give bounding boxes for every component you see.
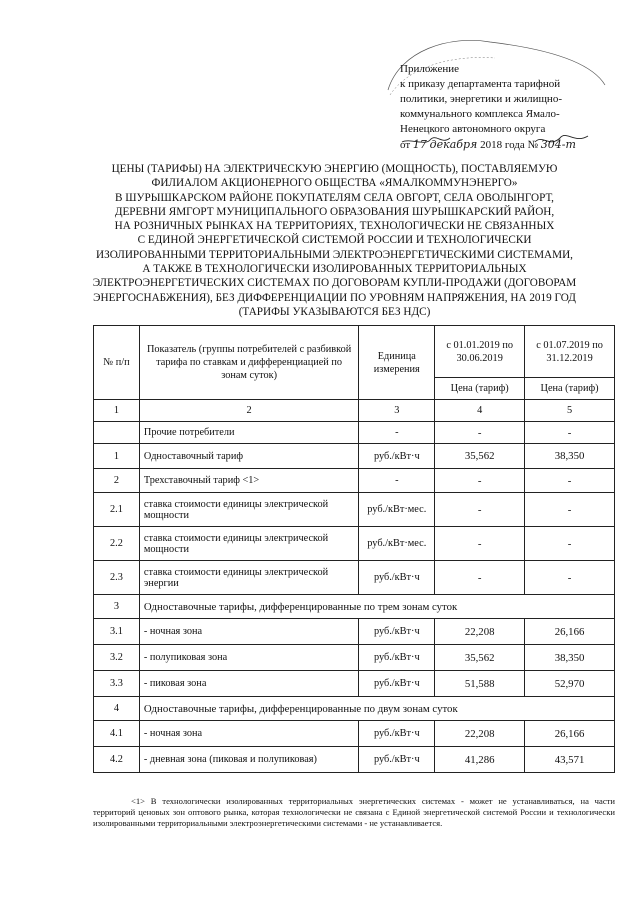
- row-price-h2: 26,166: [525, 721, 615, 747]
- row-number: 2.3: [94, 561, 140, 595]
- column-number: 4: [435, 400, 525, 422]
- row-indicator: ставка стоимости единицы электрической мощности: [139, 493, 358, 527]
- row-number: 3.3: [94, 671, 140, 697]
- header-num: № п/п: [94, 326, 140, 400]
- header-price-2: Цена (тариф): [525, 378, 615, 400]
- header-price-1: Цена (тариф): [435, 378, 525, 400]
- table-row: [94, 561, 615, 595]
- appendix-line: Приложение: [400, 63, 460, 75]
- row-price-h2: -: [525, 527, 615, 561]
- title-line: ЭЛЕКТРОЭНЕРГЕТИЧЕСКИХ СИСТЕМАХ ПО ДОГОВОРАМ КУПЛИ-ПРОДАЖИ (ДОГОВОРАМ: [92, 277, 577, 290]
- row-number: 4.2: [94, 747, 140, 773]
- row-indicator: ставка стоимости единицы электрической энергии: [139, 561, 358, 595]
- row-number: 4: [94, 697, 140, 721]
- row-number: [94, 422, 140, 444]
- row-number: 2.2: [94, 527, 140, 561]
- row-price-h1: 35,562: [435, 645, 525, 671]
- row-price-h1: 22,208: [435, 721, 525, 747]
- row-unit: руб./кВт·ч: [359, 561, 435, 595]
- row-number: 2: [94, 469, 140, 493]
- column-number: 3: [359, 400, 435, 422]
- row-price-h2: 38,350: [525, 645, 615, 671]
- row-indicator: - дневная зона (пиковая и полупиковая): [139, 747, 358, 773]
- row-unit: руб./кВт·ч: [359, 721, 435, 747]
- row-indicator: - ночная зона: [139, 619, 358, 645]
- title-line: А ТАКЖЕ В ТЕХНОЛОГИЧЕСКИ ИЗОЛИРОВАННЫХ ТЕРРИТОРИАЛЬНЫХ: [142, 263, 527, 276]
- row-indicator: - полупиковая зона: [139, 645, 358, 671]
- column-number: 2: [139, 400, 358, 422]
- table-row: [94, 444, 615, 469]
- row-price-h1: -: [435, 561, 525, 595]
- row-unit: руб./кВт·ч: [359, 747, 435, 773]
- title-line: С ЕДИНОЙ ЭНЕРГЕТИЧЕСКОЙ СИСТЕМОЙ РОССИИ И ТЕХНОЛОГИЧЕСКИ: [137, 234, 532, 247]
- row-unit: руб./кВт·ч: [359, 444, 435, 469]
- table-row: [94, 527, 615, 561]
- appendix-block: [400, 62, 615, 153]
- header-period-2: с 01.07.2019 по 31.12.2019: [525, 326, 615, 378]
- appendix-line: политики, энергетики и жилищно-: [400, 93, 562, 105]
- row-price-h1: -: [435, 469, 525, 493]
- table-row: [94, 721, 615, 747]
- title-line: ЭНЕРГОСНАБЖЕНИЯ), БЕЗ ДИФФЕРЕНЦИАЦИИ ПО УРОВНЯМ НАПРЯЖЕНИЯ, НА 2019 ГОД: [93, 291, 576, 304]
- handwritten-day: 17: [412, 138, 427, 151]
- date-year: 2018 года №: [480, 139, 538, 151]
- row-price-h2: 38,350: [525, 444, 615, 469]
- row-number: 1: [94, 444, 140, 469]
- row-price-h1: -: [435, 493, 525, 527]
- table-row: [94, 645, 615, 671]
- footnote-text: <1> В технологически изолированных территориальных энергетических системах - может не устанавливаться, на части территорий ценовых зон оптового рынка, которая технологически не связана с Единой энергетической системой России и технологически изолированными территориальными электроэнергетическими системами - не устанавливается.: [93, 796, 615, 828]
- header-period-1: с 01.01.2019 по 30.06.2019: [435, 326, 525, 378]
- table-row: [94, 747, 615, 773]
- appendix-date-line: [400, 137, 615, 153]
- table-row: [94, 671, 615, 697]
- row-number: 3: [94, 595, 140, 619]
- row-unit: руб./кВт·ч: [359, 619, 435, 645]
- row-indicator: Одноставочный тариф: [139, 444, 358, 469]
- title-line: В ШУРЫШКАРСКОМ РАЙОНЕ ПОКУПАТЕЛЯМ СЕЛА ОВГОРТ, СЕЛА ОВОЛЫНГОРТ,: [115, 191, 554, 204]
- row-price-h1: -: [435, 527, 525, 561]
- row-price-h2: 52,970: [525, 671, 615, 697]
- row-number: 3.2: [94, 645, 140, 671]
- row-price-h2: -: [525, 469, 615, 493]
- row-price-h2: -: [525, 422, 615, 444]
- appendix-line: к приказу департамента тарифной: [400, 78, 561, 90]
- appendix-line: коммунального комплекса Ямало-: [400, 108, 560, 120]
- row-indicator: - ночная зона: [139, 721, 358, 747]
- row-unit: руб./кВт·мес.: [359, 493, 435, 527]
- row-unit: -: [359, 469, 435, 493]
- row-price-h2: 26,166: [525, 619, 615, 645]
- row-price-h1: 22,208: [435, 619, 525, 645]
- row-indicator: Трехставочный тариф <1>: [139, 469, 358, 493]
- table-row: [94, 697, 615, 721]
- row-number: 3.1: [94, 619, 140, 645]
- handwritten-month: декабря: [429, 138, 478, 151]
- row-section-title: Одноставочные тарифы, дифференцированные по трем зонам суток: [139, 595, 614, 619]
- row-price-h2: 43,571: [525, 747, 615, 773]
- header-indicator: Показатель (группы потребителей с разбивкой тарифа по ставкам и дифференциацией по зонам суток): [139, 326, 358, 400]
- table-row: [94, 493, 615, 527]
- row-indicator: ставка стоимости единицы электрической мощности: [139, 527, 358, 561]
- row-section-title: Одноставочные тарифы, дифференцированные по двум зонам суток: [139, 697, 614, 721]
- column-number: 1: [94, 400, 140, 422]
- row-price-h1: 51,588: [435, 671, 525, 697]
- table-row: [94, 469, 615, 493]
- row-price-h2: -: [525, 561, 615, 595]
- row-number: 2.1: [94, 493, 140, 527]
- table-row: [94, 422, 615, 444]
- row-price-h1: 35,562: [435, 444, 525, 469]
- table-row: [94, 595, 615, 619]
- row-unit: руб./кВт·ч: [359, 671, 435, 697]
- row-unit: руб./кВт·мес.: [359, 527, 435, 561]
- row-price-h1: -: [435, 422, 525, 444]
- header-unit: Единица измерения: [359, 326, 435, 400]
- title-line: ДЕРЕВНИ ЯМГОРТ МУНИЦИПАЛЬНОГО ОБРАЗОВАНИЯ ШУРЫШКАРСКИЙ РАЙОН,: [114, 205, 555, 218]
- row-price-h2: -: [525, 493, 615, 527]
- document-title: [62, 162, 607, 319]
- row-number: 4.1: [94, 721, 140, 747]
- appendix-line: Ненецкого автономного округа: [400, 123, 546, 135]
- date-prefix: от: [400, 139, 411, 151]
- row-price-h1: 41,286: [435, 747, 525, 773]
- title-line: ЦЕНЫ (ТАРИФЫ) НА ЭЛЕКТРИЧЕСКУЮ ЭНЕРГИЮ (МОЩНОСТЬ), ПОСТАВЛЯЕМУЮ: [111, 163, 558, 175]
- table-row: [94, 619, 615, 645]
- row-unit: руб./кВт·ч: [359, 645, 435, 671]
- title-line: НА РОЗНИЧНЫХ РЫНКАХ НА ТЕРРИТОРИЯХ, ТЕХНОЛОГИЧЕСКИ НЕ СВЯЗАННЫХ: [114, 220, 555, 233]
- row-indicator: Прочие потребители: [139, 422, 358, 444]
- tariff-table: [93, 325, 615, 773]
- title-line: (ТАРИФЫ УКАЗЫВАЮТСЯ БЕЗ НДС): [238, 305, 431, 318]
- row-unit: -: [359, 422, 435, 444]
- column-number: 5: [525, 400, 615, 422]
- title-line: ИЗОЛИРОВАННЫМИ ТЕРРИТОРИАЛЬНЫМИ ЭЛЕКТРОЭНЕРГЕТИЧЕСКИМИ СИСТЕМАМИ,: [96, 248, 573, 261]
- row-indicator: - пиковая зона: [139, 671, 358, 697]
- title-line: ФИЛИАЛОМ АКЦИОНЕРНОГО ОБЩЕСТВА «ЯМАЛКОММУНЭНЕРГО»: [151, 177, 518, 190]
- handwritten-order-number: 304-т: [540, 138, 576, 151]
- footnote: [93, 796, 615, 829]
